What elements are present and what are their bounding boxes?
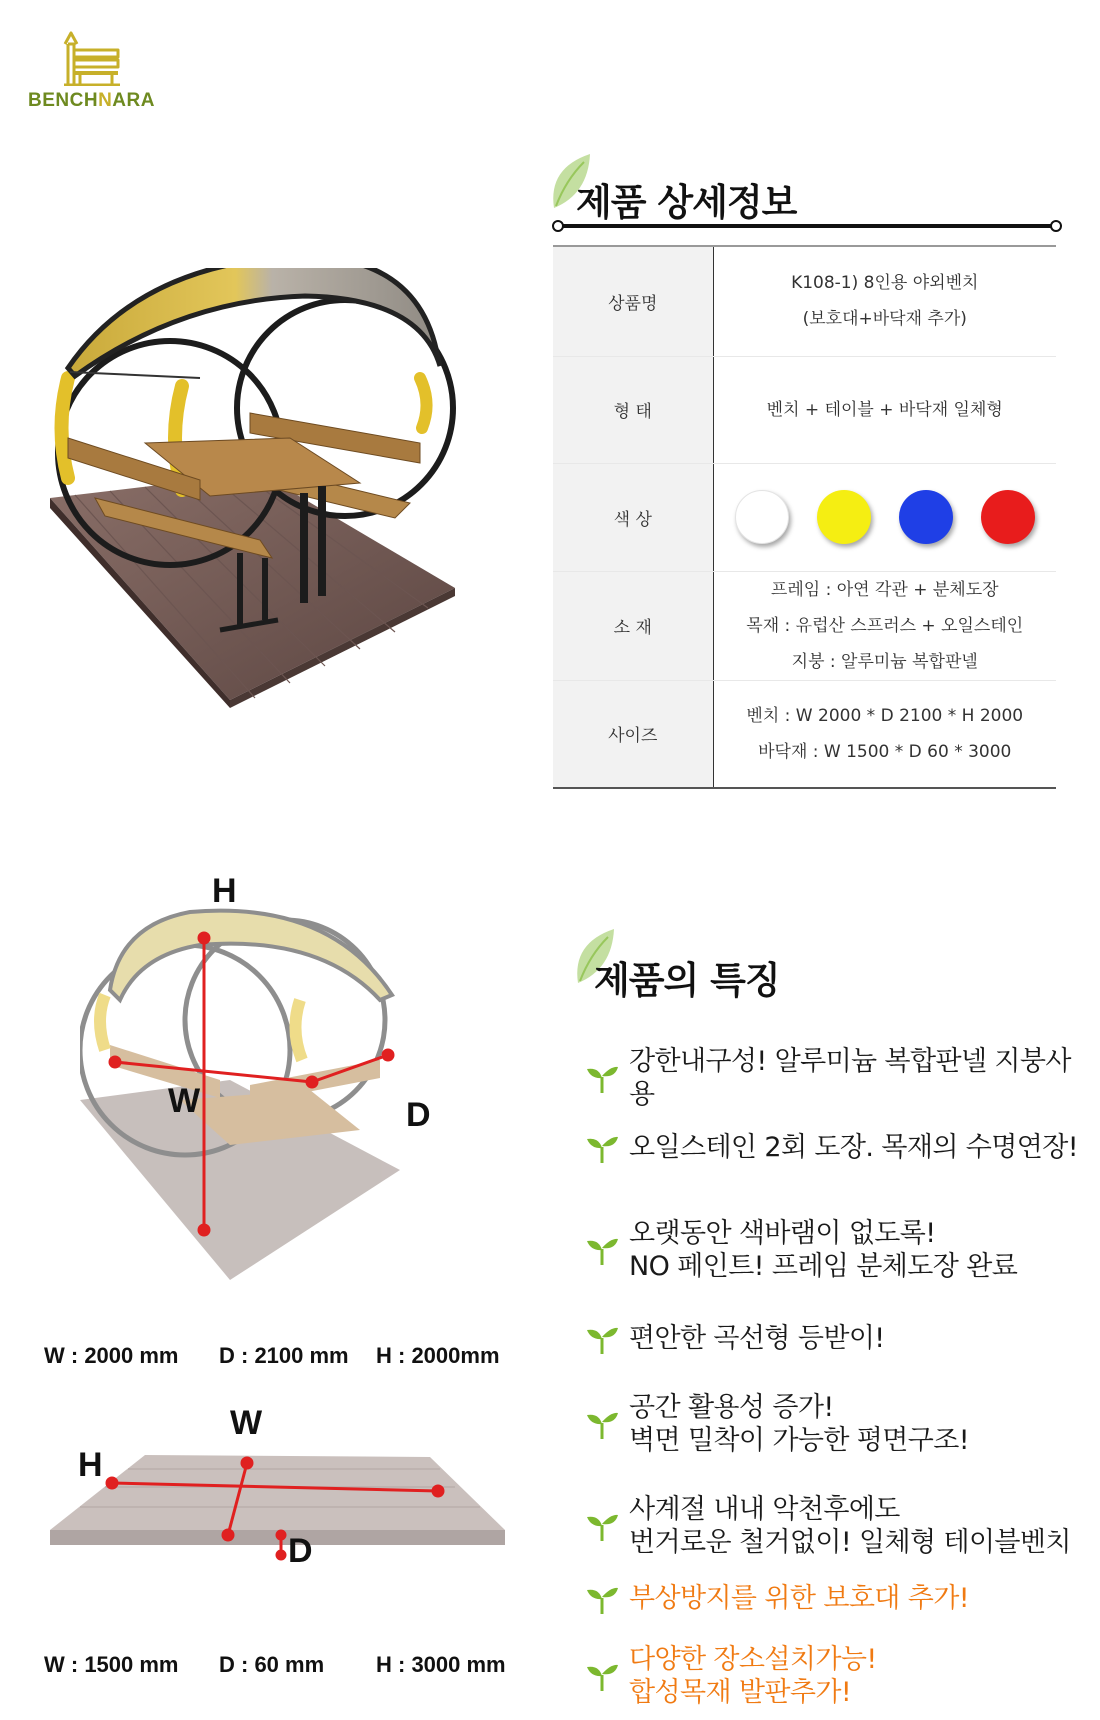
row-value: 프레임 : 아연 각관 + 분체도장 목재 : 유럽산 스프러스 + 오일스테인 지붕 : 알루미늄 복합판넬 [713, 571, 1056, 680]
table-row [553, 571, 1056, 680]
feature-item: 강한내구성! 알루미늄 복합판넬 지붕사용 [585, 1045, 1095, 1111]
table-row [553, 463, 1056, 571]
bench-product-image [50, 268, 510, 778]
sprout-icon [585, 1133, 619, 1163]
row-value: 벤치 + 테이블 + 바닥재 일체형 [713, 356, 1056, 463]
table-row [553, 356, 1056, 463]
product-details-heading [548, 150, 1068, 230]
section-title: 제품의 특징 [594, 959, 780, 1002]
features-heading [572, 925, 872, 1002]
sprout-icon [585, 1661, 619, 1691]
feature-item: 사계절 내내 악천후에도 번거로운 철거없이! 일체형 테이블벤치 [585, 1493, 1095, 1559]
bench-width-label: W : 2000 mm [44, 1343, 179, 1368]
row-value: 벤치 : W 2000 * D 2100 * H 2000 바닥재 : W 1500 * D 60 * 3000 [713, 680, 1056, 788]
floor-depth-label: D : 60 mm [219, 1652, 325, 1677]
color-swatch[interactable] [981, 490, 1035, 544]
row-label: 사이즈 [553, 680, 713, 788]
color-swatches [713, 463, 1056, 571]
color-swatch[interactable] [817, 490, 871, 544]
floor-height-letter: H [78, 1446, 103, 1484]
color-swatch[interactable] [735, 490, 789, 544]
sprout-icon [585, 1409, 619, 1439]
feature-item: 오랫동안 색바램이 없도록! NO 페인트! 프레임 분체도장 완료 [585, 1217, 1095, 1283]
section-title: 제품 상세정보 [576, 181, 797, 224]
floor-width-letter: W [230, 1404, 263, 1442]
row-label: 소 재 [553, 571, 713, 680]
feature-item-highlight: 부상방지를 위한 보호대 추가! [585, 1582, 1095, 1615]
spec-table [553, 245, 1056, 789]
table-row [553, 680, 1056, 788]
row-value: K108-1) 8인용 야외벤치 (보호대+바닥재 추가) [713, 246, 1056, 356]
bench-logo-icon [60, 30, 122, 86]
height-letter: H [212, 872, 237, 910]
row-label: 색 상 [553, 463, 713, 571]
floor-width-label: W : 1500 mm [44, 1652, 179, 1677]
sprout-icon [585, 1511, 619, 1541]
depth-letter: D [406, 1096, 431, 1134]
feature-item: 오일스테인 2회 도장. 목재의 수명연장! [585, 1131, 1095, 1164]
width-letter: W [168, 1082, 201, 1120]
floor-dimension-image [50, 1395, 520, 1575]
floor-depth-letter: D [288, 1532, 313, 1570]
heading-divider [560, 224, 1054, 228]
swatch-list [714, 490, 1057, 544]
feature-item: 편안한 곡선형 등받이! [585, 1322, 1095, 1355]
feature-item: 공간 활용성 증가! 벽면 밀착이 가능한 평면구조! [585, 1391, 1095, 1457]
feature-item-highlight: 다양한 장소설치가능! 합성목재 발판추가! [585, 1643, 1095, 1709]
brand-name: BENCHNARA [28, 90, 155, 111]
sprout-icon [585, 1324, 619, 1354]
bench-dimension-image [80, 900, 460, 1320]
floor-height-label: H : 3000 mm [376, 1652, 506, 1677]
sprout-icon [585, 1584, 619, 1614]
row-label: 상품명 [553, 246, 713, 356]
brand-logo[interactable] [28, 30, 178, 112]
color-swatch[interactable] [899, 490, 953, 544]
table-row [553, 246, 1056, 356]
sprout-icon [585, 1235, 619, 1265]
bench-depth-label: D : 2100 mm [219, 1343, 349, 1368]
sprout-icon [585, 1063, 619, 1093]
row-label: 형 태 [553, 356, 713, 463]
bench-height-label: H : 2000mm [376, 1343, 500, 1368]
